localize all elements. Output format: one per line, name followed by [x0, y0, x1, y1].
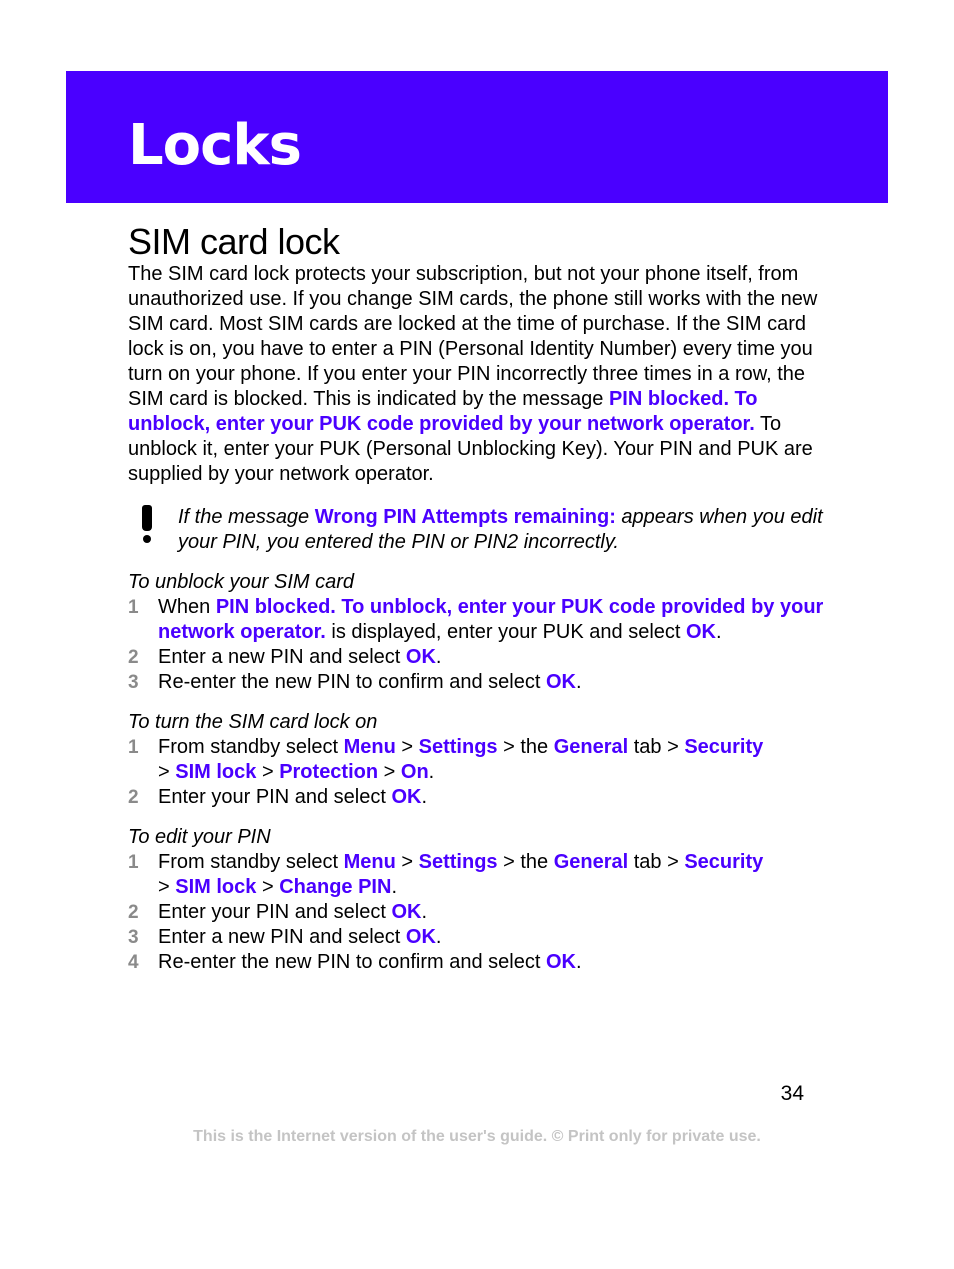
edit-pin-heading: To edit your PIN — [128, 826, 271, 848]
unblock-heading: To unblock your SIM card — [128, 571, 355, 593]
section-heading: SIM card lock — [128, 221, 340, 262]
page-number: 34 — [780, 1082, 804, 1105]
intro-text: The SIM card lock protects your subscription, but not your phone itself, from unauthorized use. If you change SIM cards, the phone still works with the new SIM card. Most SIM cards are locked at the time of purchase. If the SIM card lock is on, you have to enter a PIN (Personal Identity Number) every time you turn on your phone. If you enter your PIN incorrectly three times in a row, the SIM card is blocked. This is indicated by the message — [128, 263, 818, 410]
edit-pin-section — [128, 825, 828, 975]
list-item: 1 From standby select Menu > Settings > the General tab > Security > SIM lock > Change PIN. — [128, 851, 764, 898]
intro-message: PIN blocked. To unblock, enter your PUK code provided by your network operator. — [128, 388, 758, 435]
exclamation-icon — [140, 505, 154, 545]
list-item: 3 Enter a new PIN and select OK. — [128, 926, 442, 948]
note-box — [128, 505, 828, 555]
intro-tail: To unblock it, enter your PUK (Personal Unblocking Key). Your PIN and PUK are supplied by your network operator. — [128, 413, 813, 485]
edit-pin-steps — [128, 850, 828, 975]
list-item: 2 Enter your PIN and select OK. — [128, 786, 428, 808]
footer-notice: This is the Internet version of the user's guide. © Print only for private use. — [193, 1128, 761, 1145]
list-item: 3 Re-enter the new PIN to confirm and select OK. — [128, 671, 582, 693]
list-item: 1 When PIN blocked. To unblock, enter your PUK code provided by your network operator. is displayed, enter your PUK and select OK. — [128, 596, 824, 643]
intro-paragraph — [128, 262, 828, 487]
list-item: 1 From standby select Menu > Settings > the General tab > Security > SIM lock > Protection > On. — [128, 736, 764, 783]
page-content — [128, 222, 828, 975]
list-item: 2 Enter a new PIN and select OK. — [128, 646, 442, 668]
note-message: Wrong PIN Attempts remaining: — [314, 506, 616, 528]
list-item: 4 Re-enter the new PIN to confirm and select OK. — [128, 951, 582, 973]
list-item: 2 Enter your PIN and select OK. — [128, 901, 428, 923]
chapter-banner — [66, 71, 888, 203]
unblock-steps — [128, 595, 828, 695]
note-text: If the message Wrong PIN Attempts remaining: appears when you edit your PIN, you entered the PIN or PIN2 incorrectly. — [178, 506, 823, 553]
turn-on-steps — [128, 735, 828, 810]
unblock-section — [128, 570, 828, 695]
turn-on-section — [128, 710, 828, 810]
turn-on-heading: To turn the SIM card lock on — [128, 711, 378, 733]
chapter-title: Locks — [128, 113, 301, 178]
